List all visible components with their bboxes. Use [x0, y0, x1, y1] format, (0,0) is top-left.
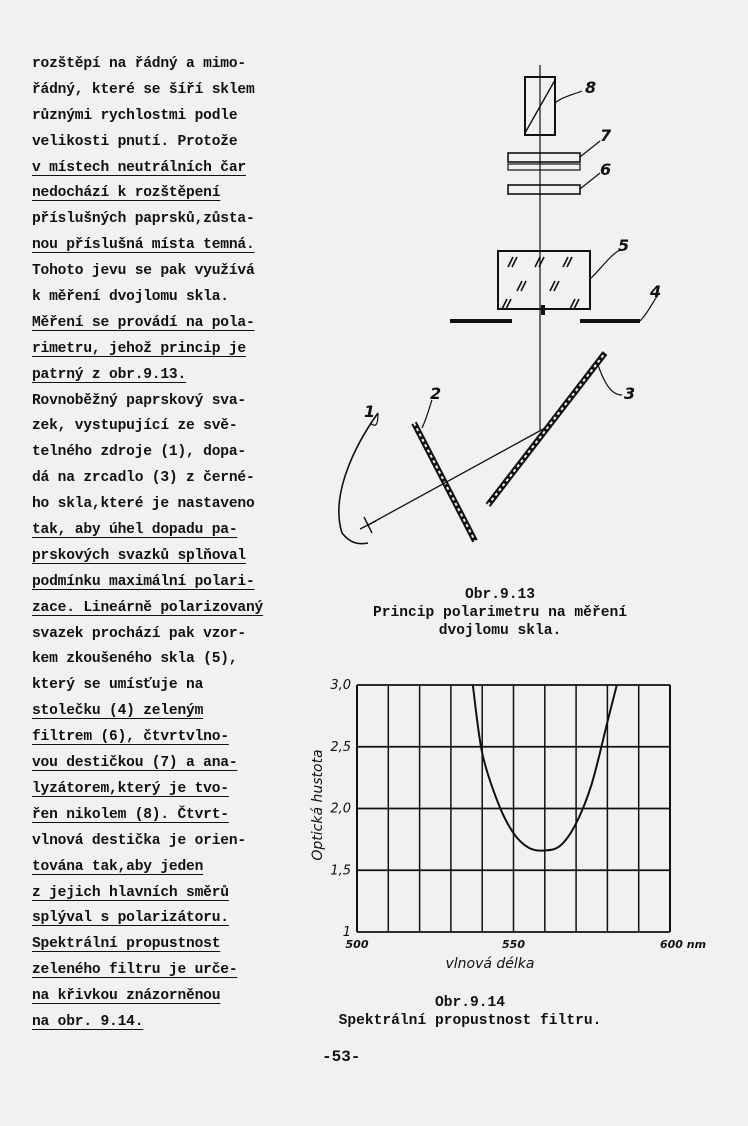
polarimeter-diagram	[330, 55, 690, 555]
text-line: kem zkoušeného skla (5),	[32, 651, 238, 668]
figure-913-title-cont: dvojlomu skla.	[438, 623, 562, 639]
label-3: 3	[624, 384, 636, 403]
text-line: Spektrální propustnost	[32, 936, 221, 953]
text-line: stolečku (4) zeleným	[32, 703, 204, 720]
text-line: filtrem (6), čtvrtvlno-	[32, 729, 229, 746]
x-tick-label: 600 nm	[660, 938, 707, 951]
figure-914-title: Spektrální propustnost filtru.	[338, 1013, 602, 1029]
text-line: zeleného filtru je urče-	[32, 962, 238, 979]
x-tick-label: 550	[502, 938, 525, 951]
body-text-column	[32, 52, 312, 1036]
figure-914-caption	[300, 994, 640, 1030]
text-line: telného zdroje (1), dopa-	[32, 444, 246, 461]
text-line: podmínku maximální polari-	[32, 573, 255, 590]
label-4: 4	[650, 282, 662, 301]
text-line: lyzátorem,který je tvo-	[32, 780, 229, 797]
y-tick-label: 3,0	[330, 678, 351, 693]
label-1: 1	[364, 402, 376, 421]
text-line: řen nikolem (8). Čtvrt-	[32, 806, 229, 823]
text-line: Měření se provádí na pola-	[32, 314, 255, 331]
text-line: velikosti pnutí. Protože	[32, 133, 238, 150]
text-line: zace. Lineárně polarizovaný	[32, 599, 264, 616]
figure-913-number: Obr.9.13	[464, 587, 536, 603]
page-number: -53-	[322, 1048, 361, 1066]
y-tick-label: 1	[342, 925, 351, 940]
label-8: 8	[585, 78, 597, 97]
text-line: tována tak,aby jeden	[32, 858, 204, 875]
spectral-chart	[300, 670, 707, 980]
text-line: ho skla,které je nastaveno	[32, 496, 255, 513]
text-line: prskových svazků splňoval	[32, 547, 246, 564]
y-tick-label: 2,0	[330, 801, 351, 817]
text-line: řádný, které se šíří sklem	[32, 81, 255, 98]
text-line: vlnová destička je orien-	[32, 832, 246, 849]
text-line: který se umísťuje na	[32, 677, 204, 694]
text-line: vou destičkou (7) a ana-	[32, 755, 238, 772]
text-line: Rovnoběžný paprskový sva-	[32, 392, 246, 409]
text-line: k měření dvojlomu skla.	[32, 289, 229, 306]
text-line: z jejich hlavních směrů	[32, 884, 229, 901]
x-tick-label: 500	[345, 938, 369, 951]
text-line: různými rychlostmi podle	[32, 107, 238, 124]
y-tick-label: 2,5	[330, 739, 351, 755]
label-7: 7	[600, 126, 612, 145]
text-line: nou příslušná místa temná.	[32, 237, 255, 254]
figure-914-number: Obr.9.14	[434, 995, 506, 1011]
text-line: patrný z obr.9.13.	[32, 366, 187, 383]
text-line: rozštěpí na řádný a mimo-	[32, 56, 246, 72]
label-2: 2	[430, 384, 442, 403]
text-line: na křivkou znázorněnou	[32, 988, 221, 1005]
y-tick-label: 1,5	[330, 863, 351, 879]
text-line: dá na zrcadlo (3) z černé-	[32, 470, 255, 487]
text-line: v místech neutrálních čar	[32, 159, 246, 176]
text-line: splýval s polarizátoru.	[32, 910, 229, 927]
x-axis-label: vlnová délka	[445, 956, 535, 972]
text-line: Tohoto jevu se pak využívá	[32, 263, 255, 280]
text-line: zek, vystupující ze svě-	[32, 418, 238, 435]
figure-913-caption	[330, 586, 670, 640]
label-6: 6	[600, 160, 612, 179]
text-line: nedochází k rozštěpení	[32, 185, 221, 202]
text-line: na obr. 9.14.	[32, 1013, 144, 1030]
text-line: rimetru, jehož princip je	[32, 340, 246, 357]
text-line: tak, aby úhel dopadu pa-	[32, 522, 238, 539]
text-line: příslušných paprsků,zůsta-	[32, 211, 255, 228]
text-line: svazek prochází pak vzor-	[32, 625, 246, 642]
y-axis-label: Optická hustota	[310, 749, 326, 861]
figure-913-title: Princip polarimetru na měření	[373, 605, 627, 621]
label-5: 5	[618, 236, 630, 255]
